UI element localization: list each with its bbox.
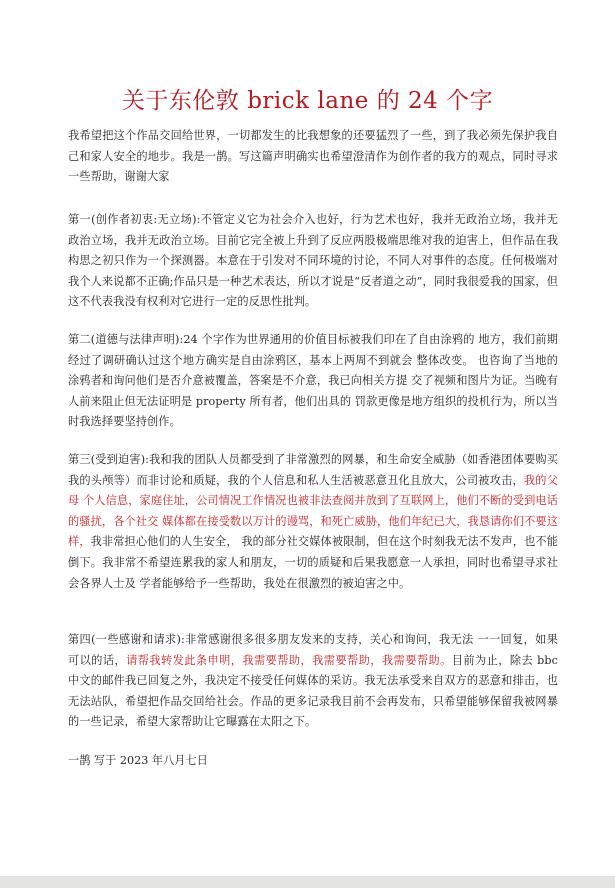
paragraph-fourth-request xyxy=(68,630,558,733)
paragraph-text: 目前为止，除去 bbc 中文的邮件我已回复之外，我决定不接受任何媒体的采访。我无法承受来自双方的恶意和排击，也无法站队，希望把作品交回给社会。作品的更多记录我目前不会再发布，只希望能够保留我被网暴的一些记录，希望大家帮助让它曝露在太阳之下。 xyxy=(68,653,558,729)
paragraph-text: 第二(道德与法律声明):24 个字作为世界通用的价值目标被我们印在了自由涂鸦的 地方，我们前期经过了调研确认过这个地方确实是自由涂鸦区，基本上两周不到就会 整体改变。 也咨询了当地的涂鸦者和询问他们是否介意被覆盖，答案是不介意，我已向相关方提 交了视频和图片为证。当晚有人前来阻止但无法证明是 property 所有者，他们出具的 罚款更像是地方组织的投机行为，所以当时我选择要坚持创作。 xyxy=(68,333,558,429)
paragraph-intro xyxy=(68,126,558,188)
paragraph-text: 我希望把这个作品交回给世界，一切都发生的比我想象的还要猛烈了一些，到了我必须先保护我自己和家人安全的地步。我是一鹊。写这篇声明确实也希望澄清作为创作者的我方的观点，同时寻求一些帮助，谢谢大家 xyxy=(68,129,558,184)
document-title: 关于东伦敦 brick lane 的 24 个字 xyxy=(121,88,494,114)
paragraph-text: 我非常担心他们的人生安全， 我的部分社交媒体被限制，但在这个时刻我无法不发声，也不能倒下。我非常不希望连累我的家人和朋友，一切的质疑和后果我愿意一人承担，同时也希望寻求社会各界人士及 学者能够给予一些帮助，我处在很激烈的被迫害之中。 xyxy=(68,535,558,590)
signature-line: 一鹊 写于 2023 年八月七日 xyxy=(68,754,208,767)
paragraph-third-persecution xyxy=(68,450,558,594)
paragraph-text: 第三(受到迫害):我和我的团队人员都受到了非常激烈的网暴，和生命安全威胁（如香港团体要购买我的头颅等）而非讨论和质疑，我的个人信息和私人生活被恶意丑化且放大，公司被攻击， xyxy=(68,453,558,487)
paragraph-second-legal xyxy=(68,330,558,433)
paragraph-text: 第一(创作者初衷:无立场):不管定义它为社会介入也好，行为艺术也好，我并无政治立场，我并无政治立场，我并无政治立场。目前它完全被上升到了反应两股极端思维对我的迫害上，但作品在我构思之初只作为一个探测器。本意在于引发对不同环境的讨论，不同人对事件的态度。任何极端对我个人来说都不正确;作品只是一种艺术表达，所以才说是“反者道之动”，同时我很爱我的国家，但这不代表我没有权利对它进行一定的反思性批判。 xyxy=(68,213,558,309)
highlighted-text: 我的父母 个人信息，家庭住址，公司情况工作情况也被非法查阅并放到了互联网上，他们不断的受到电话的骚扰，各个社交 媒体都在接受数以万计的谩骂，和死亡威胁，他们年纪已大，我恳请你们不要这样， xyxy=(68,473,558,549)
bottom-strip xyxy=(0,876,615,888)
paragraph-first-stance xyxy=(68,210,558,313)
paragraph-text: 第四(一些感谢和请求):非常感谢很多很多朋友发来的支持，关心和询问，我无法 一一回复，如果可以的话， xyxy=(68,633,558,667)
highlighted-text: 请帮我转发此条申明，我需要帮助，我需要帮助，我需要帮助。 xyxy=(126,653,452,667)
